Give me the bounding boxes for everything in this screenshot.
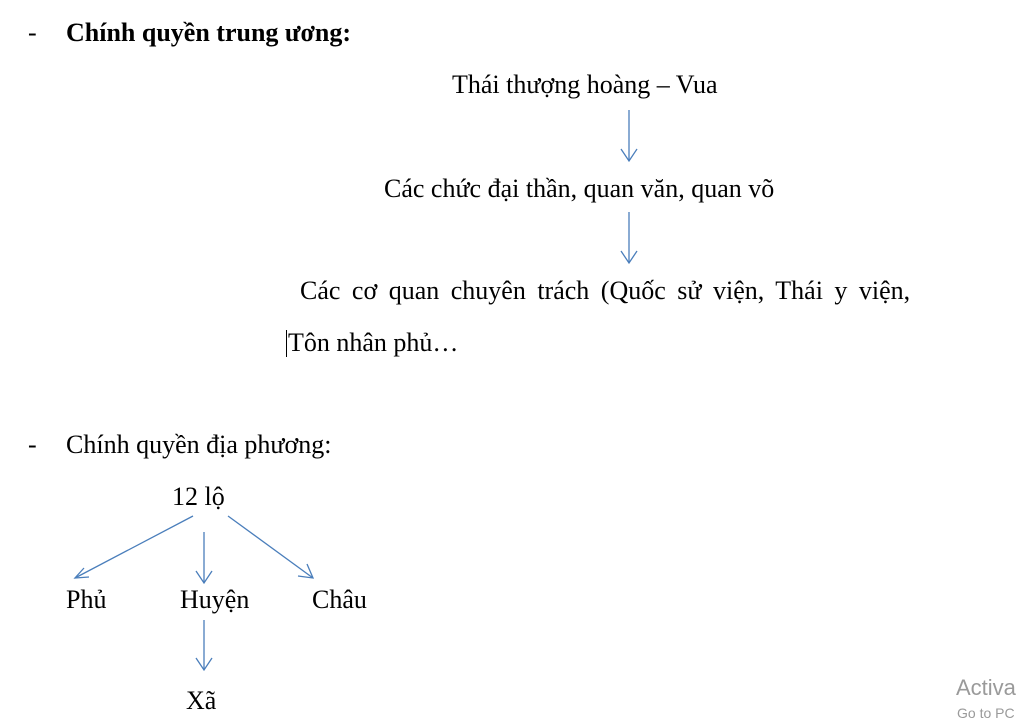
central-level-3-line-1: Các cơ quan chuyên trách (Quốc sử viện, Thái y viện, xyxy=(300,276,911,305)
local-bullet: - xyxy=(28,430,37,459)
central-bullet: - xyxy=(28,18,37,47)
local-heading: Chính quyền địa phương: xyxy=(66,430,332,459)
central-heading: Chính quyền trung ương: xyxy=(66,18,352,47)
local-root-node: 12 lộ xyxy=(172,482,225,511)
activation-watermark-subtitle: Go to PC xyxy=(957,705,1015,721)
central-level-3-line-2: Tôn nhân phủ… xyxy=(288,328,459,357)
local-child-chau: Châu xyxy=(312,585,367,614)
local-grandchild-xa: Xã xyxy=(186,686,217,715)
activation-watermark-title: Activa xyxy=(956,675,1016,700)
arrow-vua-to-dai-than xyxy=(621,110,637,161)
arrow-lo-to-huyen xyxy=(196,532,212,583)
central-level-1: Thái thượng hoàng – Vua xyxy=(452,70,718,99)
text-cursor xyxy=(286,330,287,357)
local-child-phu: Phủ xyxy=(66,585,107,614)
arrow-lo-to-phu xyxy=(75,516,193,578)
arrow-dai-than-to-co-quan xyxy=(621,212,637,263)
arrow-lo-to-chau xyxy=(228,516,313,578)
arrow-huyen-to-xa xyxy=(196,620,212,670)
central-level-2: Các chức đại thần, quan văn, quan võ xyxy=(384,174,775,203)
local-child-huyen: Huyện xyxy=(180,585,250,614)
